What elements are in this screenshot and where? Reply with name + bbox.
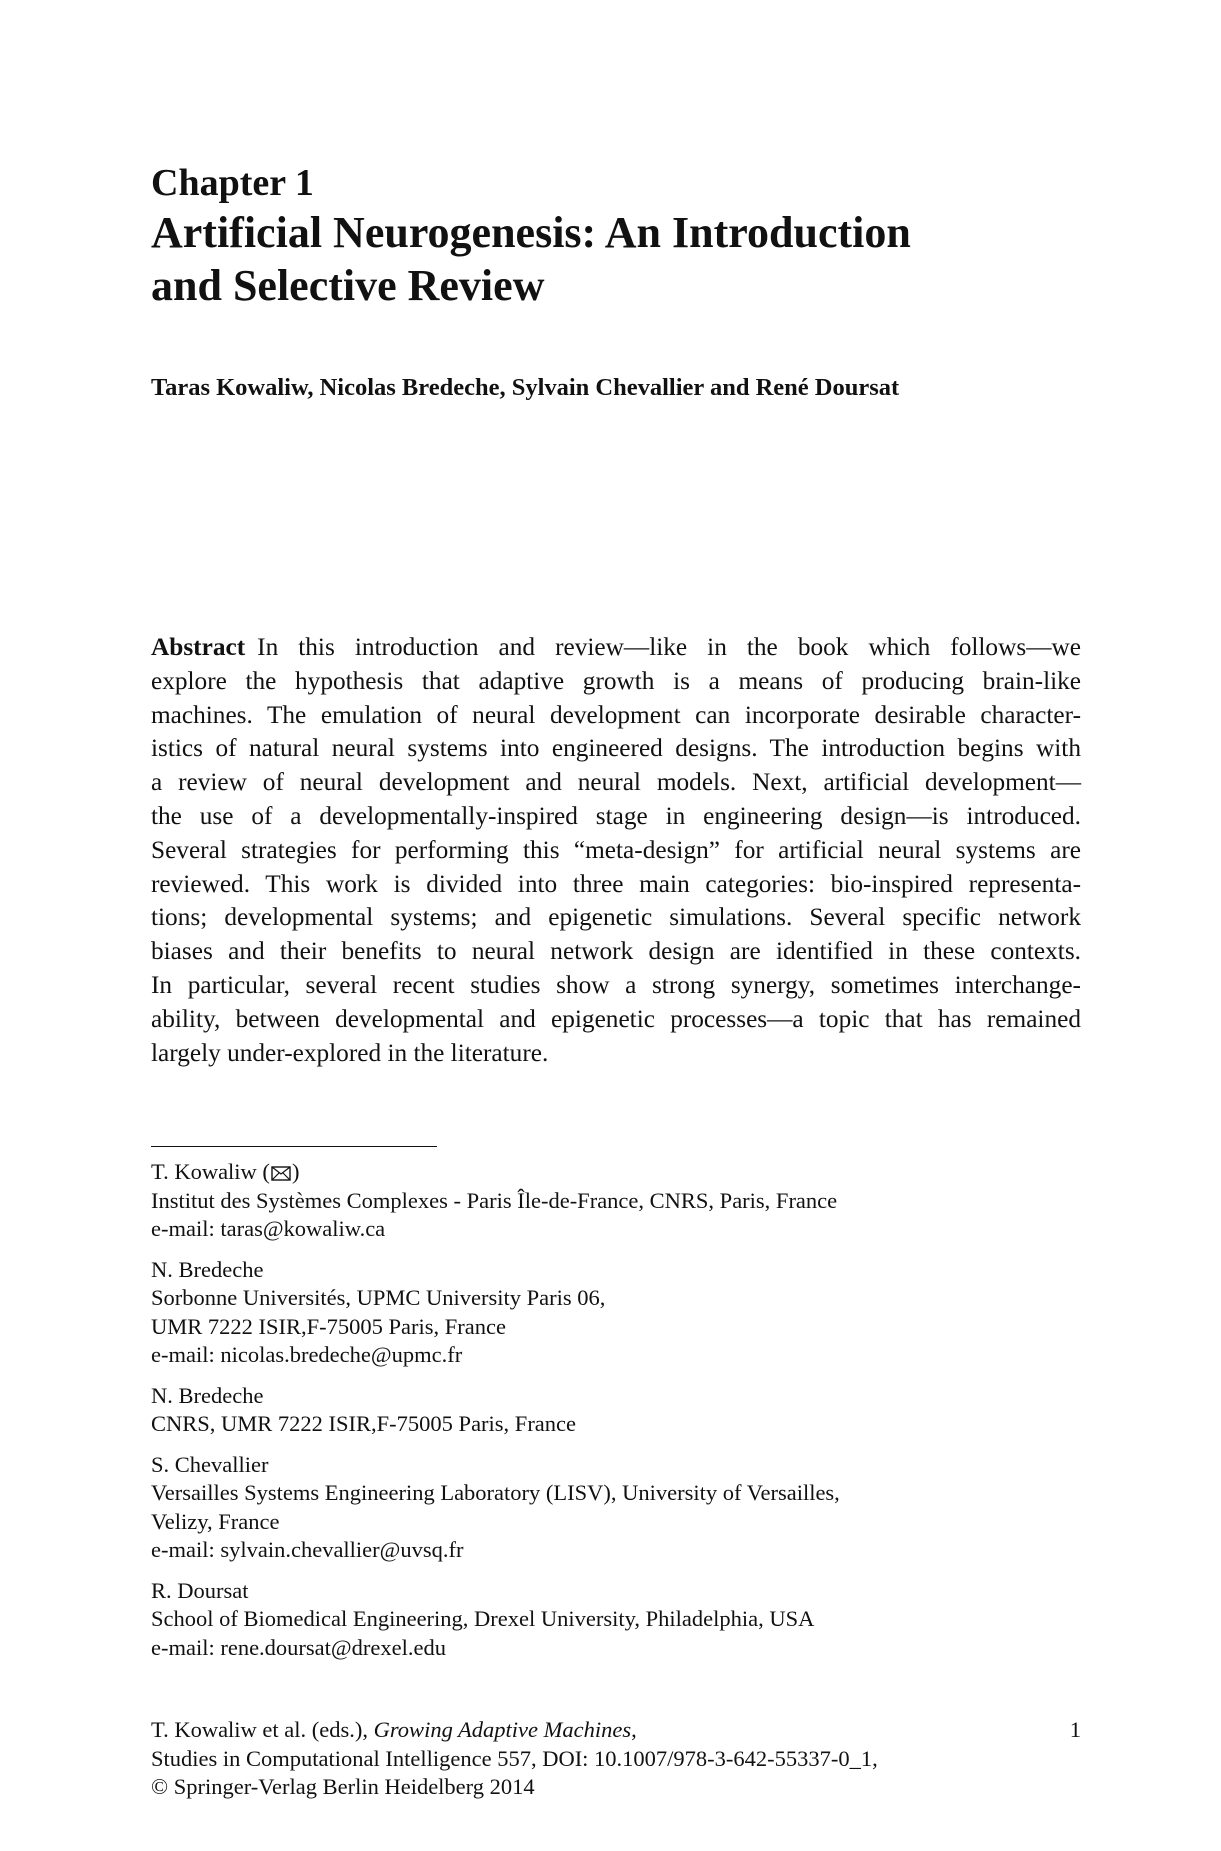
affiliation-email: e-mail: rene.doursat@drexel.edu [151,1634,446,1660]
affiliation-institution: School of Biomedical Engineering, Drexel University, Philadelphia, USA [151,1606,815,1631]
affiliation-institution: Sorbonne Universités, UPMC University Paris 06, [151,1285,606,1310]
affiliation-bredeche-1 [151,1256,1081,1370]
affiliation-name: N. Bredeche [151,1382,264,1408]
abstract-line-3: machines. The emulation of neural development can incorporate desirable character- [151,700,1081,729]
chapter-title-line-2: and Selective Review [151,261,545,310]
chapter-label: Chapter 1 [151,162,314,204]
affiliation-name: R. Doursat [151,1577,249,1603]
abstract-line-13: largely under-explored in the literature. [151,1038,549,1067]
affiliation-name: S. Chevallier [151,1451,269,1477]
affiliation-name: T. Kowaliw ( ) [151,1159,300,1184]
abstract-line-2: explore the hypothesis that adaptive growth is a means of producing brain-like [151,666,1081,695]
affiliation-email: e-mail: nicolas.bredeche@upmc.fr [151,1342,463,1367]
affiliation-name: N. Bredeche [151,1256,264,1282]
abstract-line-4: istics of natural neural systems into engineered designs. The introduction begins with [151,734,1081,763]
affiliation-email: e-mail: taras@kowaliw.ca [151,1216,386,1241]
abstract-line-7: Several strategies for performing this “meta-design” for artificial neural systems are [151,835,1081,864]
envelope-icon [271,1166,291,1181]
chapter-title-line-1: Artificial Neurogenesis: An Introduction [151,208,911,257]
affiliation-email: e-mail: sylvain.chevallier@uvsq.fr [151,1537,464,1562]
affiliation-address: Velizy, France [151,1508,280,1534]
chapter-title [151,206,1081,312]
abstract-line-9: tions; developmental systems; and epigenetic simulations. Several specific network [151,903,1081,932]
affiliation-institution: CNRS, UMR 7222 ISIR,F-75005 Paris, France [151,1411,577,1436]
abstract [151,631,1081,1070]
affiliation-address: UMR 7222 ISIR,F-75005 Paris, France [151,1313,506,1339]
abstract-line-10: biases and their benefits to neural network design are identified in these contexts. [151,937,1081,966]
footnote-rule [151,1146,437,1147]
abstract-line-12: ability, between developmental and epigenetic processes—a topic that has remained [151,1004,1081,1033]
abstract-line-1: Abstract In this introduction and review—like in the book which follows—we [151,633,1081,661]
abstract-line-6: the use of a developmentally-inspired stage in engineering design—is introduced. [151,801,1081,830]
publication-footer [151,1716,1081,1802]
abstract-label: Abstract [151,633,246,661]
footer-copyright: © Springer-Verlag Berlin Heidelberg 2014 [151,1774,535,1799]
footer-citation: T. Kowaliw et al. (eds.), Growing Adaptive Machines, [151,1717,637,1742]
affiliation-list [151,1158,1081,1674]
affiliation-chevallier [151,1451,1081,1565]
abstract-line-11: In particular, several recent studies show a strong synergy, sometimes interchange- [151,970,1081,999]
footer-series: Studies in Computational Intelligence 557, DOI: 10.1007/978-3-642-55337-0_1, [151,1745,878,1771]
page-number: 1 [1069,1717,1081,1742]
affiliation-kowaliw [151,1158,1081,1244]
author-list: Taras Kowaliw, Nicolas Bredeche, Sylvain Chevallier and René Doursat [151,374,900,401]
affiliation-institution: Institut des Systèmes Complexes - Paris Île-de-France, CNRS, Paris, France [151,1187,838,1213]
affiliation-doursat [151,1577,1081,1663]
book-title: Growing Adaptive Machines [373,1717,632,1742]
abstract-line-5: a review of neural development and neural models. Next, artificial development— [151,768,1081,797]
affiliation-institution: Versailles Systems Engineering Laboratory (LISV), University of Versailles, [151,1480,840,1505]
abstract-line-8: reviewed. This work is divided into three main categories: bio-inspired representa- [151,869,1081,898]
affiliation-bredeche-2 [151,1382,1081,1439]
